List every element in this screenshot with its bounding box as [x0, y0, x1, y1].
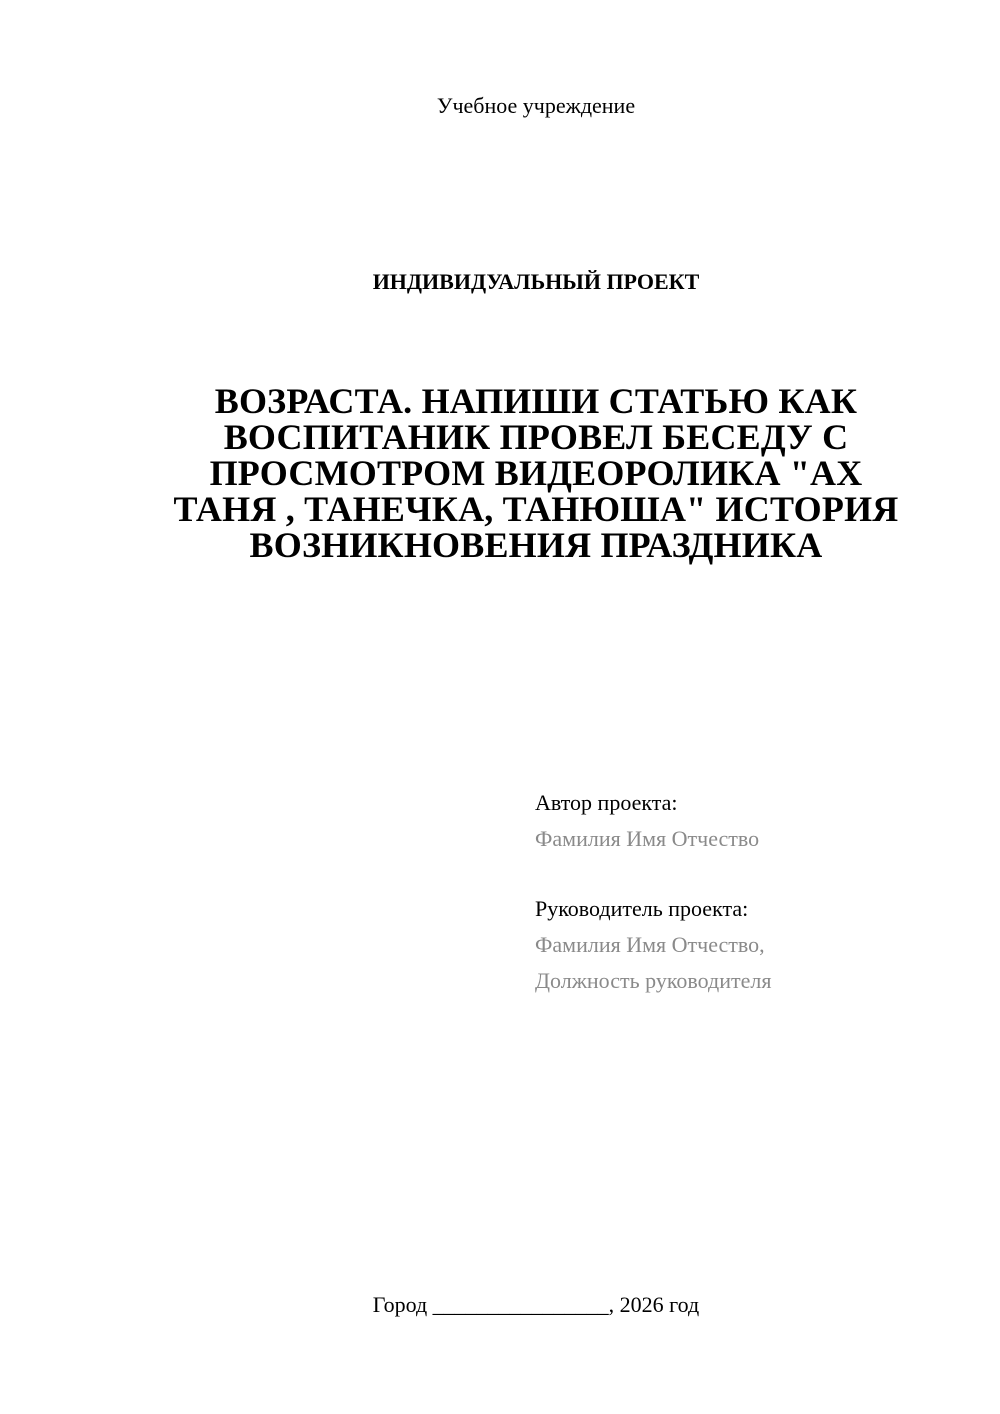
title-line: ВОЗНИКНОВЕНИЯ ПРАЗДНИКА	[249, 525, 823, 565]
supervisor-name: Фамилия Имя Отчество,	[535, 932, 765, 957]
supervisor-block	[535, 891, 975, 999]
title-line: ВОСПИТАНИК ПРОВЕЛ БЕСЕДУ С	[223, 417, 849, 457]
author-label: Автор проекта:	[535, 790, 678, 815]
title-line: ПРОСМОТРОМ ВИДЕОРОЛИКА "АХ	[209, 453, 863, 493]
supervisor-position: Должность руководителя	[535, 968, 772, 993]
supervisor-label: Руководитель проекта:	[535, 896, 749, 921]
document-type: ИНДИВИДУАЛЬНЫЙ ПРОЕКТ	[372, 269, 700, 294]
author-name: Фамилия Имя Отчество	[535, 826, 760, 851]
title-line: ТАНЯ , ТАНЕЧКА, ТАНЮША" ИСТОРИЯ	[173, 489, 899, 529]
document-title	[150, 383, 922, 563]
city-year-line: Город ________________, 2026 год	[372, 1292, 700, 1317]
author-block	[535, 785, 975, 857]
title-line: ВОЗРАСТА. НАПИШИ СТАТЬЮ КАК	[214, 381, 858, 421]
institution-name: Учебное учреждение	[436, 93, 636, 118]
